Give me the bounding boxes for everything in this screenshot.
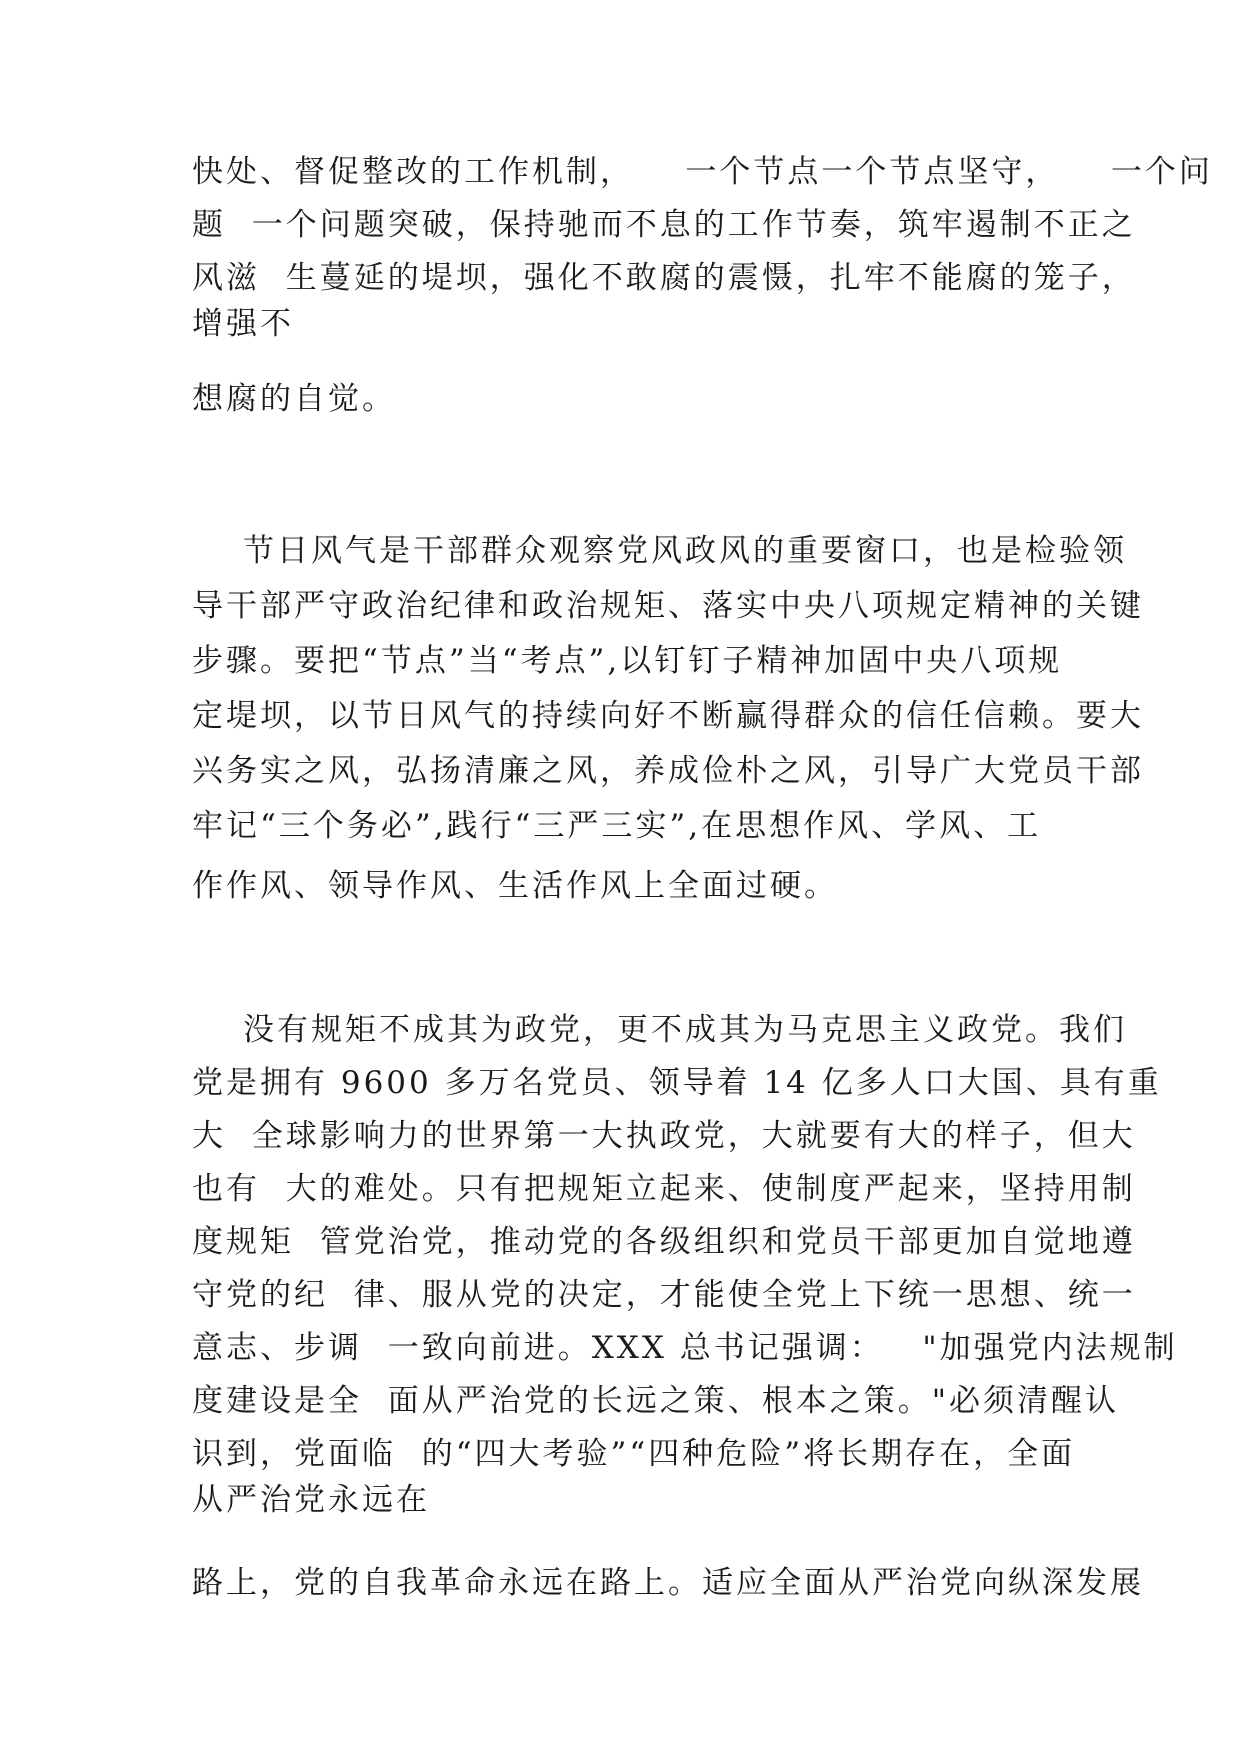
text-line: 也有 大的难处。只有把规矩立起来、使制度严起来，坚持用制 xyxy=(192,1171,1136,1207)
text-line: 定堤坝，以节日风气的持续向好不断赢得群众的信任信赖。要大 xyxy=(192,698,1144,734)
text-line: 快处、督促整改的工作机制， 一个节点一个节点坚守， 一个问 xyxy=(192,154,1213,190)
text-line: 度规矩 管党治党，推动党的各级组织和党员干部更加自觉地遵 xyxy=(192,1224,1136,1260)
text-line: 路上，党的自我革命永远在路上。适应全面从严治党向纵深发展 xyxy=(192,1565,1144,1601)
text-line: 导干部严守政治纪律和政治规矩、落实中央八项规定精神的关键 xyxy=(192,588,1144,624)
text-line: 题 一个问题突破，保持驰而不息的工作节奏，筑牢遏制不正之 xyxy=(192,207,1136,243)
text-line: 作作风、领导作风、生活作风上全面过硬。 xyxy=(192,868,838,904)
text-line: 从严治党永远在 xyxy=(192,1482,430,1518)
text-line: 风滋 生蔓延的堤坝，强化不敢腐的震慑，扎牢不能腐的笼子， xyxy=(192,260,1136,296)
text-line: 党是拥有 9600 多万名党员、领导着 14 亿多人口大国、具有重 xyxy=(192,1065,1162,1101)
text-line: 大 全球影响力的世界第一大执政党，大就要有大的样子，但大 xyxy=(192,1118,1136,1154)
text-line: 意志、步调 一致向前进。XXX 总书记强调： "加强党内法规制 xyxy=(192,1330,1178,1366)
text-line: 度建设是全 面从严治党的长远之策、根本之策。"必须清醒认 xyxy=(192,1383,1119,1419)
text-line: 守党的纪 律、服从党的决定，才能使全党上下统一思想、统一 xyxy=(192,1277,1136,1313)
text-line: 增强不 xyxy=(192,306,294,342)
text-line: 识到，党面临 的“四大考验”“四种危险”将长期存在，全面 xyxy=(192,1436,1076,1472)
text-line: 牢记“三个务必”,践行“三严三实”,在思想作风、学风、工 xyxy=(192,808,1042,844)
text-line: 步骤。要把“节点”当“考点”,以钉钉子精神加固中央八项规 xyxy=(192,643,1063,679)
text-line: 想腐的自觉。 xyxy=(192,381,396,417)
text-line: 兴务实之风，弘扬清廉之风，养成俭朴之风，引导广大党员干部 xyxy=(192,753,1144,789)
text-line: 节日风气是干部群众观察党风政风的重要窗口，也是检验领 xyxy=(243,533,1127,569)
text-line: 没有规矩不成其为政党，更不成其为马克思主义政党。我们 xyxy=(243,1012,1127,1048)
